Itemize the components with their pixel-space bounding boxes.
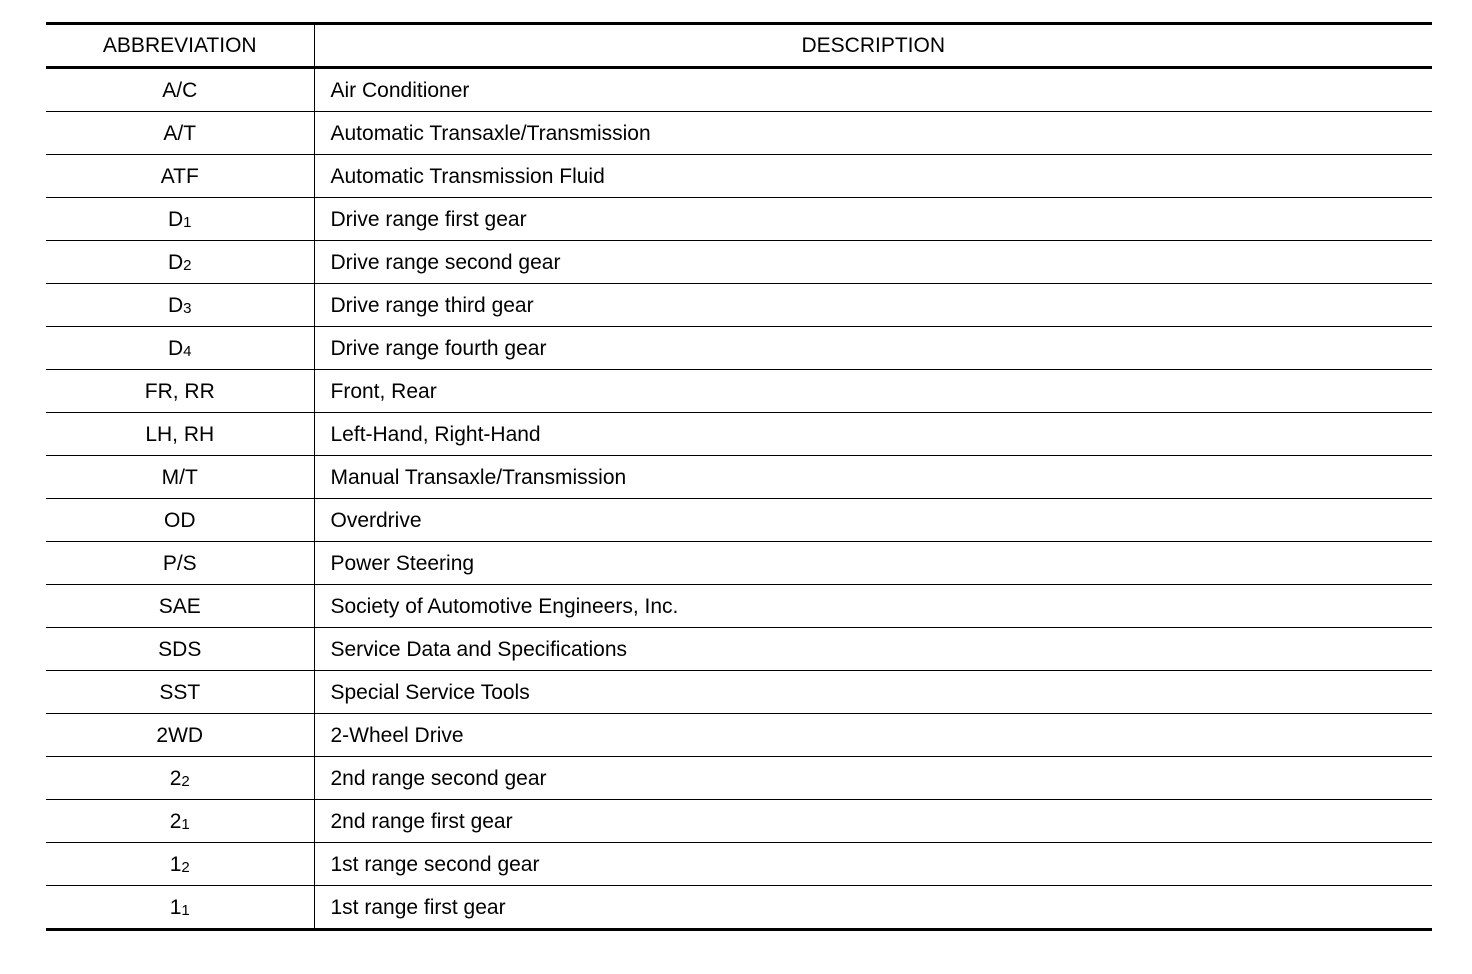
abbreviation-cell	[46, 198, 314, 241]
description-cell: Automatic Transmission Fluid	[314, 155, 1432, 198]
abbreviation-table	[46, 22, 1432, 931]
abbreviation-cell	[46, 757, 314, 800]
abbreviation-text: SDS	[158, 637, 202, 661]
table-row	[46, 370, 1432, 413]
abbreviation-subscript: 2	[183, 256, 192, 274]
abbreviation-cell	[46, 800, 314, 843]
table-row	[46, 241, 1432, 284]
description-cell: 1st range second gear	[314, 843, 1432, 886]
description-cell: Front, Rear	[314, 370, 1432, 413]
table-row	[46, 757, 1432, 800]
abbreviation-text: ATF	[160, 164, 199, 188]
description-cell: Drive range first gear	[314, 198, 1432, 241]
abbreviation-cell	[46, 68, 314, 112]
column-header-abbreviation: ABBREVIATION	[46, 24, 314, 68]
table-row	[46, 886, 1432, 930]
abbreviation-cell	[46, 456, 314, 499]
table-row	[46, 800, 1432, 843]
abbreviation-subscript: 2	[181, 858, 190, 876]
abbreviation-cell	[46, 370, 314, 413]
abbreviation-subscript: 4	[183, 342, 192, 360]
abbreviation-cell	[46, 499, 314, 542]
abbreviation-text: 1	[169, 852, 182, 876]
description-cell: Overdrive	[314, 499, 1432, 542]
abbreviation-text: 1	[169, 895, 182, 919]
table-body	[46, 68, 1432, 930]
abbreviation-text: 2WD	[156, 723, 204, 747]
table-row	[46, 456, 1432, 499]
table-header-row	[46, 24, 1432, 68]
table-row	[46, 68, 1432, 112]
table-row	[46, 714, 1432, 757]
description-cell: 2-Wheel Drive	[314, 714, 1432, 757]
abbreviation-text: 2	[169, 809, 182, 833]
table-row	[46, 671, 1432, 714]
abbreviation-cell	[46, 542, 314, 585]
description-cell: Left-Hand, Right-Hand	[314, 413, 1432, 456]
abbreviation-subscript: 1	[183, 213, 192, 231]
abbreviation-text: 2	[169, 766, 182, 790]
description-cell: 2nd range first gear	[314, 800, 1432, 843]
abbreviation-text: D	[167, 336, 184, 360]
description-cell: Drive range third gear	[314, 284, 1432, 327]
abbreviation-cell	[46, 714, 314, 757]
abbreviation-cell	[46, 284, 314, 327]
abbreviation-text: SAE	[158, 594, 201, 618]
abbreviation-cell	[46, 327, 314, 370]
description-cell: Automatic Transaxle/Transmission	[314, 112, 1432, 155]
table-row	[46, 843, 1432, 886]
description-cell: Power Steering	[314, 542, 1432, 585]
abbreviation-text: OD	[164, 508, 196, 532]
table-row	[46, 413, 1432, 456]
abbreviation-text: SST	[159, 680, 201, 704]
abbreviation-text: A/C	[162, 78, 198, 102]
description-cell: Service Data and Specifications	[314, 628, 1432, 671]
abbreviation-cell	[46, 671, 314, 714]
table-row	[46, 112, 1432, 155]
description-cell: Drive range second gear	[314, 241, 1432, 284]
abbreviation-text: LH, RH	[145, 422, 215, 446]
abbreviation-cell	[46, 155, 314, 198]
description-cell: 2nd range second gear	[314, 757, 1432, 800]
table-row	[46, 198, 1432, 241]
abbreviation-subscript: 2	[181, 772, 190, 790]
abbreviation-text: P/S	[162, 551, 197, 575]
abbreviation-subscript: 3	[183, 299, 192, 317]
abbreviation-text: M/T	[161, 465, 198, 489]
abbreviation-text: D	[167, 250, 184, 274]
abbreviation-cell	[46, 413, 314, 456]
description-cell: Special Service Tools	[314, 671, 1432, 714]
abbreviation-subscript: 1	[181, 815, 190, 833]
abbreviation-text: A/T	[163, 121, 197, 145]
description-cell: Manual Transaxle/Transmission	[314, 456, 1432, 499]
abbreviation-text: D	[167, 293, 184, 317]
abbreviation-cell	[46, 112, 314, 155]
abbreviation-cell	[46, 843, 314, 886]
table-row	[46, 327, 1432, 370]
table-row	[46, 585, 1432, 628]
table-row	[46, 628, 1432, 671]
abbreviation-text: FR, RR	[144, 379, 215, 403]
column-header-description: DESCRIPTION	[314, 24, 1432, 68]
description-cell: 1st range first gear	[330, 895, 506, 919]
table-row	[46, 284, 1432, 327]
abbreviation-subscript: 1	[181, 901, 190, 919]
table-row	[46, 542, 1432, 585]
abbreviation-cell	[46, 886, 314, 930]
description-cell: Air Conditioner	[314, 68, 1432, 112]
abbreviation-text: D	[167, 207, 184, 231]
abbreviation-cell	[46, 628, 314, 671]
table-row	[46, 155, 1432, 198]
description-cell: Drive range fourth gear	[314, 327, 1432, 370]
description-cell: Society of Automotive Engineers, Inc.	[314, 585, 1432, 628]
abbreviation-cell	[46, 241, 314, 284]
table-row	[46, 499, 1432, 542]
abbreviation-cell	[46, 585, 314, 628]
